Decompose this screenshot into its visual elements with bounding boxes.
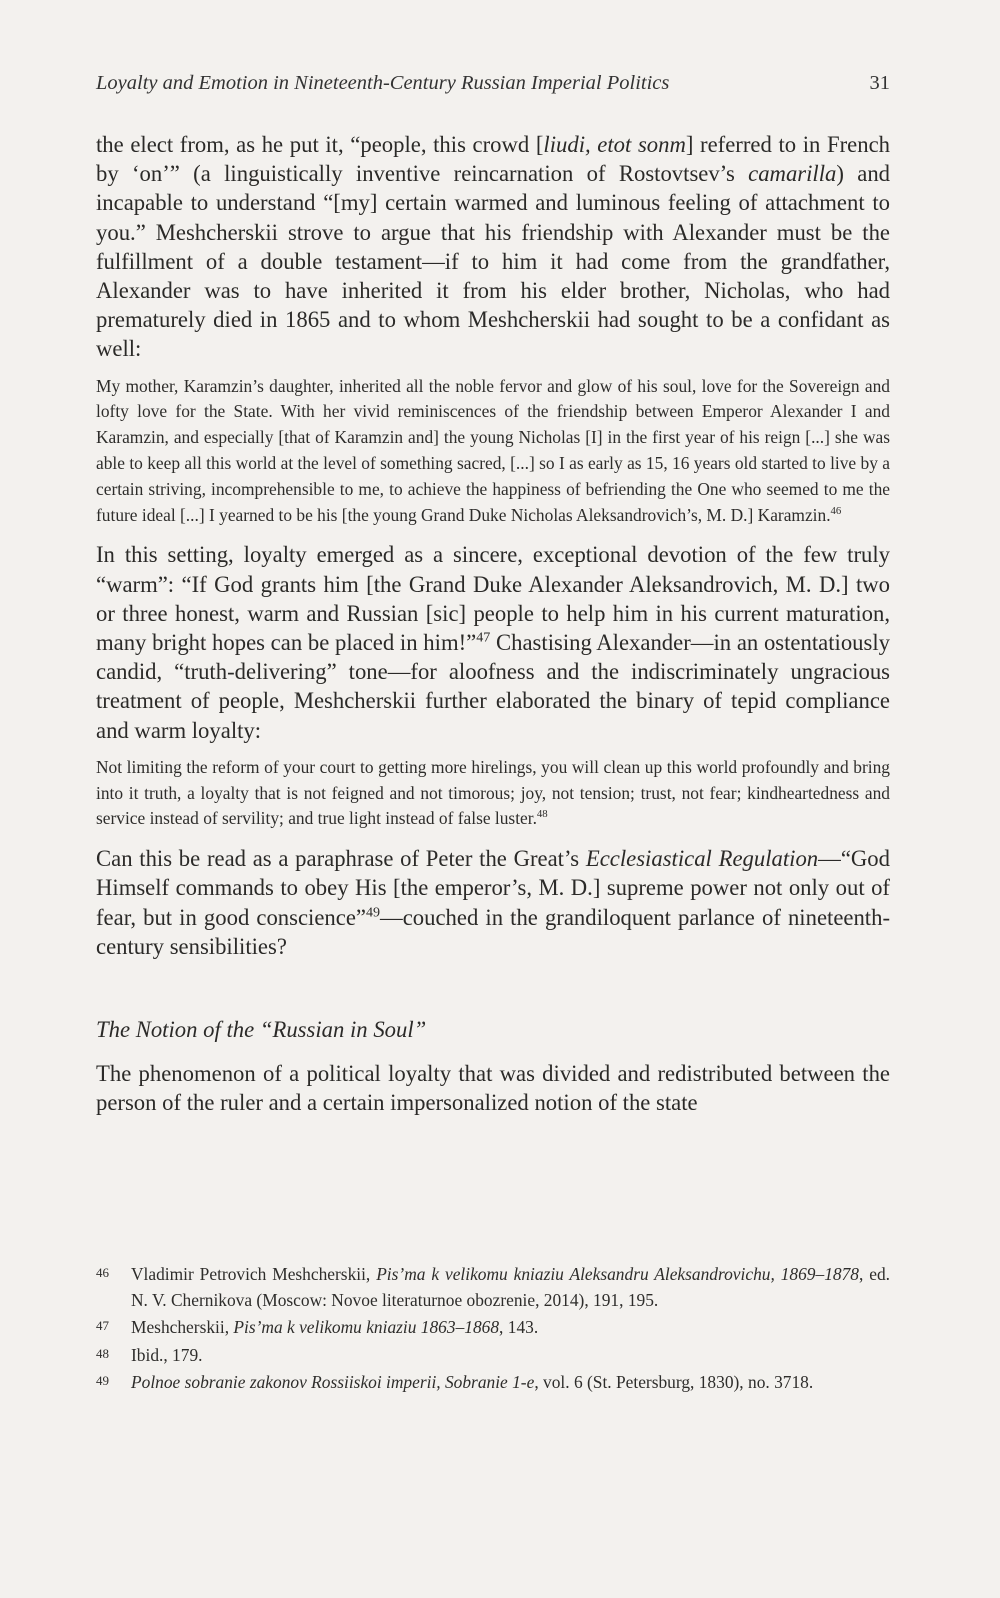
footnote-ref-47: 47	[476, 629, 491, 646]
footnote-text: Meshcherskii,	[131, 1317, 234, 1337]
section-heading: The Notion of the “Russian in Soul”	[96, 1017, 427, 1043]
footnote-46	[96, 1262, 890, 1313]
footnote-47	[96, 1315, 890, 1341]
block-quote-2	[96, 755, 890, 832]
para1-italic-term: liudi, etot sonm	[543, 132, 686, 157]
para2-text-1: In this setting, loyalty emerged as a sincere, exceptional devotion of the few truly “warm”: “If God grants him [the Grand Duke Alexander Aleksandrovich, M. D.] two or three honest, warm and Russian [sic] people to help him in his current maturation, many bright hopes can be placed in him!”	[96, 542, 890, 656]
footnote-number: 49	[96, 1373, 109, 1388]
footnote-ref-48: 48	[536, 808, 548, 821]
para2-text-2: Chastising Alexander—in an ostentatiously candid, “truth-delivering” tone—for aloofness and the indiscriminately ungracious treatment of people, Meshcherskii further elaborated the binary of tepid compliance and warm loyalty:	[96, 630, 890, 743]
page-number: 31	[869, 72, 890, 94]
footnote-number: 47	[96, 1318, 109, 1333]
running-title: Loyalty and Emotion in Nineteenth-Century Russian Imperial Politics	[96, 72, 670, 94]
footnote-italic: Pis’ma k velikomu kniaziu 1863–1868	[233, 1317, 500, 1337]
footnote-number: 48	[96, 1345, 109, 1361]
footnote-text: Vladimir Petrovich Meshcherskii,	[131, 1264, 377, 1284]
footnote-48	[96, 1343, 890, 1369]
footnote-text: , 143.	[499, 1317, 539, 1337]
para3-text-3: —couched in the grandiloquent parlance of nineteenth-century sensibilities?	[96, 904, 891, 959]
para1-text-3: ) and incapable to understand “[my] certain warmed and luminous feeling of attachment to you.” Meshcherskii strove to argue that his friendship with Alexander must be the fulfillment of a double testament—if to him it had come from the grandfather, Alexander was to have inherited it from his elder brother, Nicholas, who had prematurely died in 1865 and to whom Meshcherskii had sought to be a confidant as well:	[96, 161, 891, 362]
para1-text-2: ] referred to in French by ‘on’” (a linguistically inventive reincarnation of Rostovtsev’s	[96, 132, 890, 187]
para1-text-1: the elect from, as he put it, “people, this crowd [	[96, 132, 544, 157]
footnotes	[96, 1262, 890, 1398]
footnote-49	[96, 1370, 890, 1396]
footnote-number: 46	[96, 1265, 109, 1280]
paragraph-1	[96, 130, 890, 364]
para1-italic-camarilla: camarilla	[748, 161, 837, 187]
quote1-text: My mother, Karamzin’s daughter, inherited all the noble fervor and glow of his soul, love for the Sovereign and lofty love for the State. With her vivid reminiscences of the friendship between Emperor Alexander I and Karamzin, and especially [that of Karamzin and] the young Nicholas [I] in the first year of his reign [...] she was able to keep all this world at the level of something sacred, [...] so I as early as 15, 16 years old started to live by a certain striving, incomprehensible to me, to achieve the happiness of befriending the One who seemed to me the future ideal [...] I yearned to be his [the young Grand Duke Nicholas Aleksandrovich’s, M. D.] Karamzin.	[96, 375, 890, 525]
quote2-text: Not limiting the reform of your court to getting more hirelings, you will clean up this world profoundly and bring into it truth, a loyalty that is not feigned and not timorous; joy, not tension; trust, not fear; kindheartedness and service instead of servility; and true light instead of false luster.	[96, 756, 890, 829]
footnote-italic: Polnoe sobranie zakonov Rossiiskoi imperii, Sobranie 1-e	[131, 1372, 535, 1392]
paragraph-2	[96, 540, 890, 744]
para3-italic-title: Ecclesiastical Regulation	[585, 846, 819, 872]
body-text	[96, 130, 890, 1117]
paragraph-4: The phenomenon of a political loyalty that was divided and redistributed between the person of the ruler and a certain impersonalized notion of the state	[96, 1061, 890, 1116]
block-quote-1	[96, 374, 890, 529]
para3-text-1: Can this be read as a paraphrase of Peter the Great’s	[96, 846, 586, 872]
footnote-text: , ed. N. V. Chernikova (Moscow: Novoe literaturnoe obozrenie, 2014), 191, 195.	[131, 1264, 890, 1310]
footnote-ref-49: 49	[365, 904, 381, 921]
para3-text-2: —“God Himself commands to obey His [the emperor’s, M. D.] supreme power not only out of fear, but in good conscience”	[96, 846, 890, 930]
footnote-text: , vol. 6 (St. Petersburg, 1830), no. 3718.	[534, 1372, 814, 1392]
footnote-text: Ibid., 179.	[131, 1344, 203, 1365]
footnote-italic: Pis’ma k velikomu kniaziu Aleksandru Aleksandrovichu, 1869–1878	[376, 1264, 859, 1284]
running-head	[96, 72, 890, 95]
footnote-ref-46: 46	[830, 504, 842, 517]
paragraph-3	[96, 844, 890, 961]
